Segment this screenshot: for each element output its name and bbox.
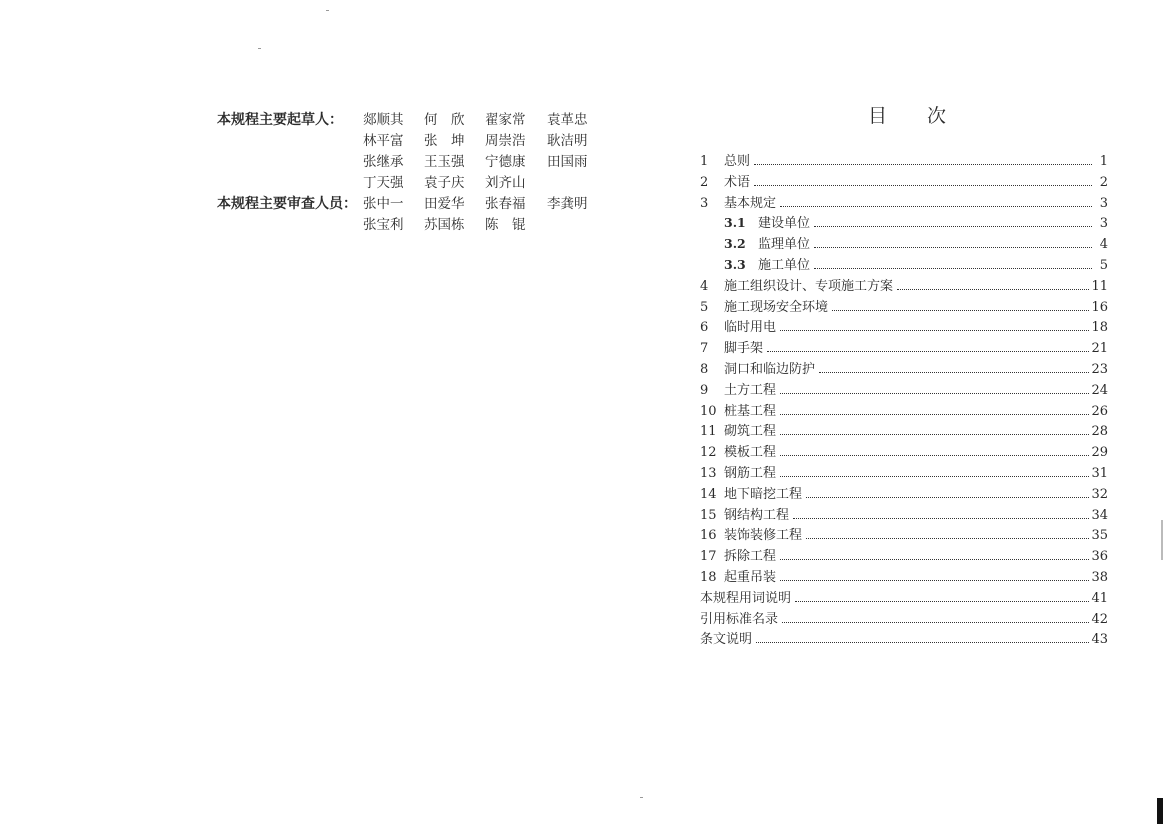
toc-entry	[700, 628, 1108, 649]
toc-entry	[700, 420, 1108, 441]
toc-entry-number: 3.2	[724, 236, 746, 252]
reviewer-name: 李龚明	[547, 196, 588, 212]
toc-entry	[700, 275, 1108, 296]
toc-entry-label: 引用标准名录	[700, 611, 779, 627]
scan-edge-line	[1161, 520, 1163, 560]
toc-entry	[700, 150, 1108, 171]
toc-leader-dots	[814, 268, 1092, 269]
drafter-name: 王玉强	[424, 154, 465, 170]
toc-entry-number: 17	[700, 549, 717, 565]
drafter-name: 翟家常	[485, 112, 526, 128]
toc-entry-number: 18	[700, 569, 717, 585]
toc-leader-dots	[780, 393, 1089, 394]
toc-entry-label: 拆除工程	[724, 549, 777, 565]
toc-leader-dots	[780, 330, 1089, 331]
toc-entry-label: 钢结构工程	[724, 507, 790, 523]
drafter-name: 周崇浩	[485, 133, 526, 149]
toc-entry-page: 3	[1099, 195, 1108, 211]
toc-leader-dots	[754, 185, 1092, 186]
toc-entry-page: 34	[1091, 507, 1108, 523]
toc-entry-page: 3	[1099, 216, 1108, 232]
toc-leader-dots	[754, 164, 1092, 165]
toc-entry-page: 41	[1091, 590, 1108, 606]
reviewer-name: 田爱华	[424, 196, 465, 212]
toc-leader-dots	[832, 310, 1089, 311]
toc-entry	[700, 212, 1108, 233]
toc-entry-number: 2	[700, 174, 709, 190]
toc-entry	[700, 171, 1108, 192]
toc-leader-dots	[780, 476, 1089, 477]
toc-entry	[700, 504, 1108, 525]
reviewer-name: 陈 锟	[485, 217, 526, 233]
drafter-name: 何 欣	[424, 112, 465, 128]
toc-leader-dots	[780, 414, 1089, 415]
toc-leader-dots	[806, 538, 1089, 539]
toc-leader-dots	[793, 518, 1089, 519]
toc-entry-page: 35	[1091, 528, 1108, 544]
reviewer-name: 张宝利	[363, 217, 404, 233]
toc-entry-label: 施工现场安全环境	[724, 299, 829, 315]
toc-entry-number: 6	[700, 320, 709, 336]
drafter-name: 张继承	[363, 154, 404, 170]
toc-entry-page: 32	[1091, 486, 1108, 502]
toc-entry-page: 16	[1091, 299, 1108, 315]
toc-entry-number: 12	[700, 445, 717, 461]
toc-entry-number: 5	[700, 299, 709, 315]
drafter-name: 袁子庆	[424, 175, 465, 191]
toc-entry	[700, 483, 1108, 504]
toc-leader-dots	[795, 601, 1089, 602]
toc-entry-page: 5	[1099, 257, 1108, 273]
toc-entry-page: 18	[1091, 320, 1108, 336]
toc-entry	[700, 316, 1108, 337]
toc-entry	[700, 296, 1108, 317]
drafter-name: 宁德康	[485, 154, 526, 170]
personnel-list	[217, 110, 607, 236]
toc-entry-label: 监理单位	[758, 237, 811, 253]
reviewer-name: 张春福	[485, 196, 526, 212]
toc-entry-label: 洞口和临边防护	[724, 361, 816, 377]
toc-leader-dots	[897, 289, 1089, 290]
toc-entry-page: 2	[1099, 174, 1108, 190]
toc-entry-label: 施工组织设计、专项施工方案	[724, 278, 894, 294]
toc-entry-number: 14	[700, 486, 717, 502]
toc-entry-page: 26	[1091, 403, 1108, 419]
toc-leader-dots	[806, 497, 1089, 498]
toc-leader-dots	[780, 559, 1089, 560]
toc-entry	[700, 441, 1108, 462]
drafters-names	[363, 110, 607, 194]
toc-entry	[700, 587, 1108, 608]
toc-leader-dots	[814, 226, 1092, 227]
toc-entry-label: 临时用电	[724, 320, 777, 336]
scan-speck	[640, 797, 643, 798]
toc-entry-number: 11	[700, 424, 717, 440]
toc-entry-label: 术语	[724, 174, 751, 190]
toc-entry-number: 3.1	[724, 215, 746, 231]
toc-entry	[700, 566, 1108, 587]
toc-entry-page: 42	[1091, 611, 1108, 627]
toc-entry-number: 9	[700, 382, 709, 398]
toc-entry-label: 基本规定	[724, 195, 777, 211]
toc-entry	[700, 192, 1108, 213]
toc-entry-page: 38	[1091, 569, 1108, 585]
toc-entry-number: 16	[700, 528, 717, 544]
toc-entry-label: 钢筋工程	[724, 465, 777, 481]
reviewers-label: 本规程主要审查人员：	[217, 196, 357, 212]
toc-entry-page: 4	[1099, 237, 1108, 253]
toc-entry	[700, 233, 1108, 254]
toc-entry-page: 28	[1091, 424, 1108, 440]
toc-entry	[700, 254, 1108, 275]
table-of-contents	[700, 150, 1108, 649]
toc-entry-page: 23	[1091, 361, 1108, 377]
scan-speck	[326, 10, 329, 11]
toc-leader-dots	[819, 372, 1089, 373]
toc-entry-number: 7	[700, 341, 709, 357]
toc-entry-page: 24	[1091, 382, 1108, 398]
toc-leader-dots	[767, 351, 1089, 352]
toc-entry-number: 3	[700, 195, 709, 211]
toc-entry	[700, 608, 1108, 629]
drafter-name: 丁天强	[363, 175, 404, 191]
drafter-name: 耿洁明	[547, 133, 588, 149]
toc-entry-label: 砌筑工程	[724, 424, 777, 440]
toc-entry	[700, 337, 1108, 358]
toc-leader-dots	[814, 247, 1092, 248]
toc-entry-number: 8	[700, 361, 709, 377]
reviewer-name: 张中一	[363, 196, 404, 212]
toc-leader-dots	[782, 622, 1089, 623]
reviewer-name: 苏国栋	[424, 217, 465, 233]
toc-entry-label: 施工单位	[758, 257, 811, 273]
reviewers-names	[363, 194, 607, 236]
drafters-group	[217, 110, 607, 194]
toc-entry-page: 11	[1091, 278, 1108, 294]
drafters-label: 本规程主要起草人：	[217, 112, 343, 128]
toc-entry-page: 43	[1091, 632, 1108, 648]
drafter-name: 刘齐山	[485, 175, 526, 191]
toc-entry-number: 15	[700, 507, 717, 523]
toc-entry	[700, 358, 1108, 379]
reviewers-group	[217, 194, 607, 236]
toc-entry	[700, 400, 1108, 421]
toc-entry-label: 总则	[724, 154, 751, 169]
toc-entry-page: 1	[1099, 154, 1108, 169]
toc-entry-page: 21	[1091, 341, 1108, 357]
drafter-name: 张 坤	[424, 133, 465, 149]
toc-entry-label: 土方工程	[724, 382, 777, 398]
toc-entry	[700, 462, 1108, 483]
toc-leader-dots	[780, 434, 1089, 435]
drafter-name: 田国雨	[547, 154, 588, 170]
toc-entry-number: 1	[700, 154, 709, 169]
toc-entry-page: 29	[1091, 445, 1108, 461]
scan-edge-mark	[1157, 798, 1163, 824]
toc-entry-label: 建设单位	[758, 216, 811, 232]
toc-entry-page: 36	[1091, 549, 1108, 565]
toc-leader-dots	[780, 206, 1092, 207]
toc-leader-dots	[756, 642, 1089, 643]
toc-entry-label: 装饰装修工程	[724, 528, 803, 544]
scan-speck	[258, 48, 261, 49]
toc-entry-label: 模板工程	[724, 445, 777, 461]
toc-title: 目次	[868, 105, 987, 127]
toc-entry-page: 31	[1091, 465, 1108, 481]
toc-entry	[700, 379, 1108, 400]
toc-leader-dots	[780, 580, 1089, 581]
toc-leader-dots	[780, 455, 1089, 456]
toc-entry-label: 桩基工程	[724, 403, 777, 419]
drafter-name: 袁革忠	[547, 112, 588, 128]
toc-entry-number: 4	[700, 278, 709, 294]
toc-entry-label: 脚手架	[724, 341, 764, 357]
toc-entry-number: 10	[700, 403, 717, 419]
toc-entry-label: 条文说明	[700, 632, 753, 648]
toc-entry-number: 3.3	[724, 256, 746, 272]
toc-entry-label: 起重吊装	[724, 569, 777, 585]
toc-entry	[700, 524, 1108, 545]
toc-entry-label: 地下暗挖工程	[724, 486, 803, 502]
toc-entry-number: 13	[700, 465, 717, 481]
drafter-name: 林平富	[363, 133, 404, 149]
drafter-name: 郯顺其	[363, 112, 404, 128]
toc-entry-label: 本规程用词说明	[700, 590, 792, 606]
toc-entry	[700, 545, 1108, 566]
